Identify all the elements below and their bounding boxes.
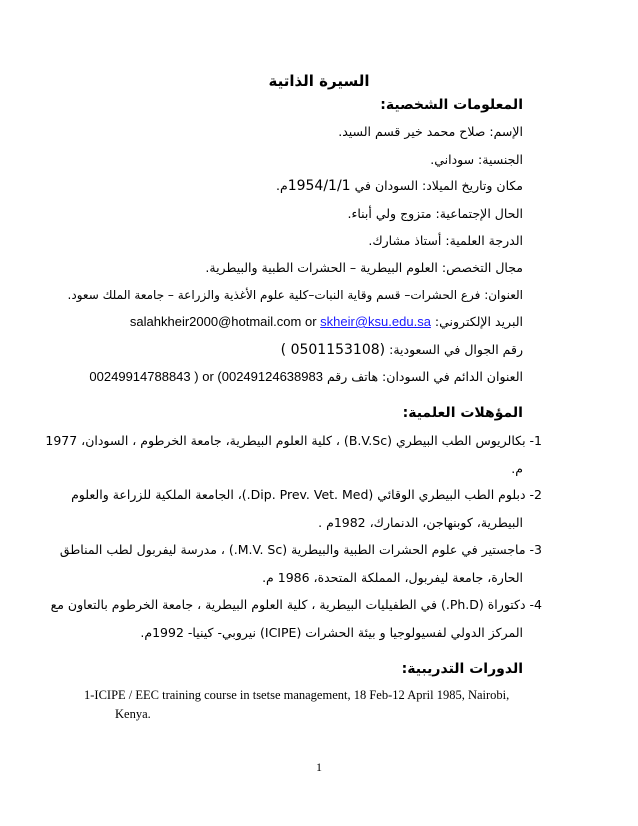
- email-secondary[interactable]: salahkheir2000@hotmail.com: [129, 314, 302, 329]
- email-primary-link[interactable]: skheir@ksu.edu.sa: [320, 314, 431, 329]
- email-or: or: [304, 314, 317, 329]
- qualification-3-line1: 3- ماجستير في علوم الحشرات الطبية والبيطرية (M.V. Sc.) ، مدرسة ليفربول لطب المناطق: [59, 542, 542, 557]
- mobile-label: رقم الجوال في السعودية:: [389, 342, 523, 357]
- training-heading: الدورات التدريبية:: [401, 661, 523, 677]
- email-line: [130, 313, 523, 331]
- qualification-4-line2: المركز الدولي لفسيولوجيا و بيئة الحشرات (ICIPE) نيروبي- كينيا- 1992م.: [140, 625, 523, 640]
- birth-line: [276, 177, 523, 195]
- training-1-line1: 1-ICIPE / EEC training course in tsetse management, 18 Feb-12 April 1985, Nairobi,: [84, 688, 510, 702]
- permanent-address-label: العنوان الدائم في السودان: هاتف رقم: [326, 369, 523, 384]
- phone-1: (00249124638983: [217, 369, 323, 384]
- page-number: 1: [316, 760, 322, 774]
- page-title: السيرة الذاتية: [268, 72, 370, 90]
- birth-place-label: مكان وتاريخ الميلاد: السودان في: [354, 178, 523, 193]
- birth-suffix: م.: [275, 178, 288, 193]
- qualification-1-line2: م.: [511, 461, 523, 476]
- qualification-4-line1: 4- دكتوراة (Ph.D.) في الطفيليات البيطرية ، كلية العلوم البيطرية ، جامعة الخرطوم بالتعاون مع: [50, 597, 542, 612]
- qualification-1-line1: 1- بكالريوس الطب البيطري (B.V.Sc) ، كلية العلوم البيطرية، جامعة الخرطوم ، السودان، 1977: [45, 433, 542, 448]
- training-1-line2: Kenya.: [115, 707, 151, 721]
- academic-degree-line: الدرجة العلمية: أستاذ مشارك.: [368, 233, 523, 248]
- phone-2: 00249914788843 ): [89, 369, 199, 384]
- qualifications-heading: المؤهلات العلمية:: [402, 405, 523, 421]
- mobile-number: ( 0501153108): [280, 342, 386, 358]
- qualification-3-line2: الحارة، جامعة ليفربول، المملكة المتحدة، 1986 م.: [262, 570, 523, 585]
- specialization-line: مجال التخصص: العلوم البيطرية – الحشرات الطبية والبيطرية.: [205, 260, 523, 275]
- qualification-2-line2: البيطرية، كوبنهاجن، الدنمارك، 1982م .: [318, 515, 523, 530]
- address-line: العنوان: فرع الحشرات– قسم وقاية النبات–كلية علوم الأغذية والزراعة – جامعة الملك سعود.: [67, 288, 523, 302]
- email-label: البريد الإلكتروني:: [434, 314, 523, 329]
- birth-date: 1954/1/1: [287, 178, 351, 194]
- marital-status-line: الحال الإجتماعية: متزوج ولي أبناء.: [347, 206, 523, 221]
- mobile-line: [281, 341, 523, 359]
- permanent-address-line: [89, 368, 523, 386]
- qualification-2-line1: 2- دبلوم الطب البيطري الوقائي (Dip. Prev. Vet. Med.)، الجامعة الملكية للزراعة والعلوم: [71, 487, 542, 502]
- personal-info-heading: المعلومات الشخصية:: [380, 97, 523, 113]
- nationality-line: الجنسية: سوداني.: [430, 152, 523, 167]
- phone-or: or: [202, 369, 214, 384]
- name-line: الإسم: صلاح محمد خير قسم السيد.: [338, 124, 523, 139]
